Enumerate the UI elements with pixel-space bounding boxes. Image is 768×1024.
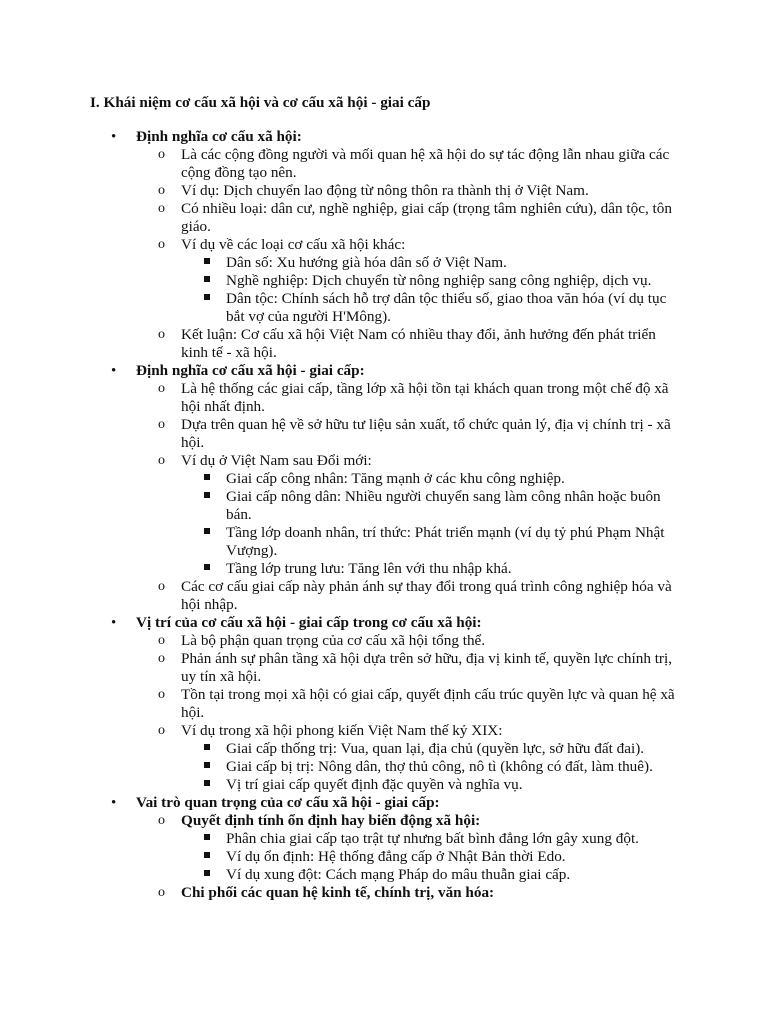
list-item-text: Vị trí giai cấp quyết định đặc quyền và nghĩa vụ. — [226, 776, 523, 793]
outline-list — [0, 128, 768, 902]
list-item — [136, 182, 676, 200]
list-item — [181, 740, 676, 758]
sub-list — [136, 146, 676, 362]
list-item — [181, 866, 676, 884]
list-item-text: Ví dụ: Dịch chuyển lao động từ nông thôn ra thành thị ở Việt Nam. — [181, 182, 589, 199]
section-label: Định nghĩa cơ cấu xã hội - giai cấp: — [136, 362, 365, 379]
list-item — [181, 254, 676, 272]
list-item — [136, 416, 676, 452]
list-item — [181, 560, 676, 578]
list-item-text: Là hệ thống các giai cấp, tầng lớp xã hội tồn tại khách quan trong một chế độ xã hội nhất định. — [181, 380, 669, 415]
list-item — [181, 776, 676, 794]
outline-section — [0, 614, 676, 794]
section-label: Vị trí của cơ cấu xã hội - giai cấp trong cơ cấu xã hội: — [136, 614, 482, 631]
bullet-square — [204, 870, 210, 876]
bullet-circle: o — [158, 417, 165, 432]
sub-sub-list — [181, 830, 676, 884]
list-item-text: Dựa trên quan hệ về sở hữu tư liệu sản xuất, tổ chức quản lý, địa vị chính trị - xã hội. — [181, 416, 671, 451]
list-item-text: Ví dụ trong xã hội phong kiến Việt Nam thế kỷ XIX: — [181, 722, 503, 739]
section-label: Vai trò quan trọng của cơ cấu xã hội - giai cấp: — [136, 794, 440, 811]
sub-sub-list — [181, 470, 676, 578]
bullet-square — [204, 276, 210, 282]
list-item-text: Giai cấp thống trị: Vua, quan lại, địa chủ (quyền lực, sở hữu đất đai). — [226, 740, 645, 757]
list-item — [136, 578, 676, 614]
bullet-square — [204, 528, 210, 534]
list-item-text: Quyết định tính ổn định hay biến động xã hội: — [181, 812, 481, 829]
list-item-text: Là các cộng đồng người và mối quan hệ xã hội do sự tác động lẫn nhau giữa các cộng đồng tạo nên. — [181, 146, 670, 181]
bullet-square — [204, 780, 210, 786]
list-item-text: Ví dụ về các loại cơ cấu xã hội khác: — [181, 236, 406, 253]
list-item-text: Có nhiều loại: dân cư, nghề nghiệp, giai cấp (trọng tâm nghiên cứu), dân tộc, tôn giáo. — [181, 200, 672, 235]
list-item — [136, 632, 676, 650]
section-label: Định nghĩa cơ cấu xã hội: — [136, 128, 302, 145]
list-item — [136, 686, 676, 722]
list-item — [136, 722, 676, 794]
list-item — [136, 380, 676, 416]
bullet-disc: • — [111, 363, 117, 379]
bullet-square — [204, 834, 210, 840]
bullet-square — [204, 852, 210, 858]
list-item — [181, 470, 676, 488]
list-item — [136, 200, 676, 236]
sub-list — [136, 812, 676, 902]
list-item-text: Ví dụ ở Việt Nam sau Đổi mới: — [181, 452, 372, 469]
bullet-square — [204, 564, 210, 570]
list-item — [181, 488, 676, 524]
bullet-square — [204, 474, 210, 480]
bullet-circle: o — [158, 687, 165, 702]
list-item-text: Tồn tại trong mọi xã hội có giai cấp, quyết định cấu trúc quyền lực và quan hệ xã hội. — [181, 686, 675, 721]
bullet-square — [204, 258, 210, 264]
sub-list — [136, 380, 676, 614]
list-item-text: Tầng lớp doanh nhân, trí thức: Phát triển mạnh (ví dụ tỷ phú Phạm Nhật Vượng). — [226, 524, 665, 559]
outline-section — [0, 794, 676, 902]
bullet-circle: o — [158, 147, 165, 162]
list-item-text: Giai cấp bị trị: Nông dân, thợ thủ công, nô tì (không có đất, làm thuê). — [226, 758, 653, 775]
list-item — [136, 146, 676, 182]
list-item — [136, 326, 676, 362]
bullet-circle: o — [158, 885, 165, 900]
list-item-text: Chi phối các quan hệ kinh tế, chính trị, văn hóa: — [181, 884, 495, 901]
list-item-text: Giai cấp công nhân: Tăng mạnh ở các khu công nghiệp. — [226, 470, 565, 487]
sub-sub-list — [181, 740, 676, 794]
list-item-text: Dân tộc: Chính sách hỗ trợ dân tộc thiểu số, giao thoa văn hóa (ví dụ tục bắt vợ của người H'Mông). — [226, 290, 667, 325]
list-item-text: Ví dụ ổn định: Hệ thống đẳng cấp ở Nhật Bản thời Edo. — [226, 848, 566, 865]
list-item — [136, 812, 676, 884]
bullet-square — [204, 744, 210, 750]
bullet-circle: o — [158, 381, 165, 396]
list-item — [136, 650, 676, 686]
list-item — [181, 758, 676, 776]
list-item-text: Giai cấp nông dân: Nhiều người chuyển sang làm công nhân hoặc buôn bán. — [226, 488, 661, 523]
outline-section — [0, 128, 676, 362]
list-item-text: Phân chia giai cấp tạo trật tự nhưng bất bình đẳng lớn gây xung đột. — [226, 830, 639, 847]
bullet-square — [204, 294, 210, 300]
list-item — [181, 524, 676, 560]
list-item — [136, 884, 676, 902]
list-item — [181, 830, 676, 848]
bullet-circle: o — [158, 183, 165, 198]
sub-list — [136, 632, 676, 794]
bullet-square — [204, 492, 210, 498]
bullet-circle: o — [158, 237, 165, 252]
list-item-text: Tầng lớp trung lưu: Tăng lên với thu nhập khá. — [226, 560, 512, 577]
list-item-text: Nghề nghiệp: Dịch chuyển từ nông nghiệp sang công nghiệp, dịch vụ. — [226, 272, 652, 289]
list-item-text: Dân số: Xu hướng già hóa dân số ở Việt Nam. — [226, 254, 507, 271]
sub-sub-list — [181, 254, 676, 326]
list-item — [136, 236, 676, 326]
list-item-text: Ví dụ xung đột: Cách mạng Pháp do mâu thuẫn giai cấp. — [226, 866, 571, 883]
list-item-text: Là bộ phận quan trọng của cơ cấu xã hội tổng thể. — [181, 632, 486, 649]
list-item — [136, 452, 676, 578]
list-item — [181, 272, 676, 290]
list-item — [181, 848, 676, 866]
outline-section — [0, 362, 676, 614]
bullet-circle: o — [158, 327, 165, 342]
list-item-text: Phản ánh sự phân tầng xã hội dựa trên sở hữu, địa vị kinh tế, quyền lực chính trị, uy tín xã hội. — [181, 650, 673, 685]
bullet-circle: o — [158, 579, 165, 594]
bullet-disc: • — [111, 129, 117, 145]
list-item-text: Kết luận: Cơ cấu xã hội Việt Nam có nhiều thay đổi, ảnh hưởng đến phát triển kinh tế - xã hội. — [181, 326, 656, 361]
list-item-text: Các cơ cấu giai cấp này phản ánh sự thay đổi trong quá trình công nghiệp hóa và hội nhập. — [181, 578, 672, 613]
bullet-disc: • — [111, 795, 117, 811]
list-item — [181, 290, 676, 326]
bullet-square — [204, 762, 210, 768]
bullet-circle: o — [158, 723, 165, 738]
bullet-circle: o — [158, 453, 165, 468]
bullet-circle: o — [158, 651, 165, 666]
bullet-circle: o — [158, 813, 165, 828]
section-heading: I. Khái niệm cơ cấu xã hội và cơ cấu xã hội - giai cấp — [90, 94, 431, 111]
bullet-circle: o — [158, 633, 165, 648]
bullet-disc: • — [111, 615, 117, 631]
bullet-circle: o — [158, 201, 165, 216]
